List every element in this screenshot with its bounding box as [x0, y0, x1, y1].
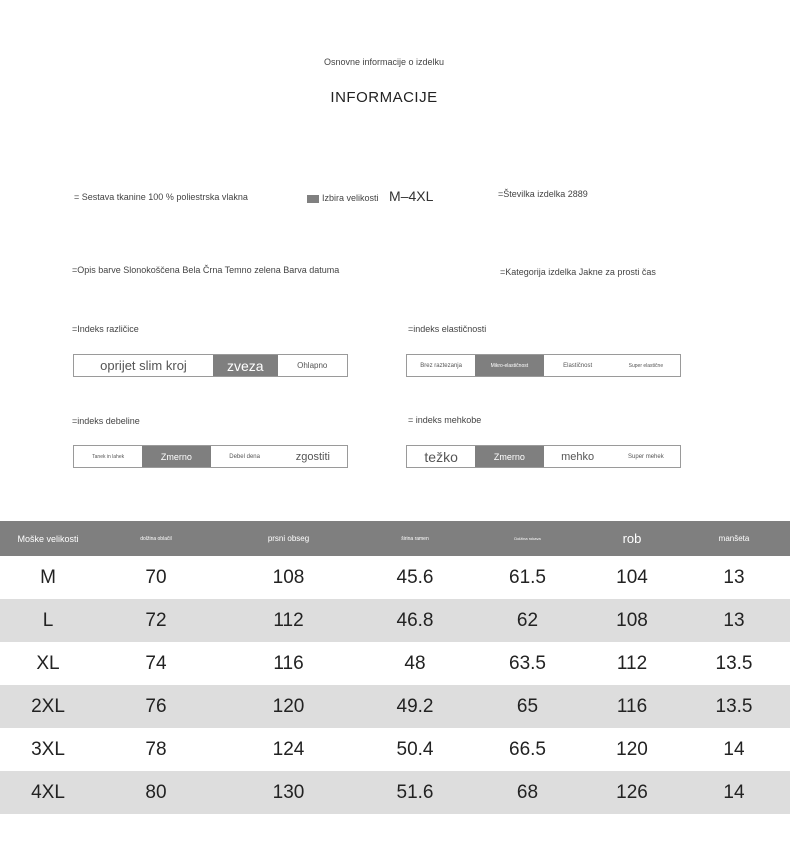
table-cell: M: [40, 566, 56, 588]
table-row: [0, 599, 790, 642]
fit-index-label: =Indeks različice: [72, 324, 139, 334]
table-row: [0, 685, 790, 728]
table-cell: 104: [616, 566, 648, 588]
table-cell: 61.5: [509, 566, 546, 588]
section-subtitle: Osnovne informacije o izdelku: [323, 57, 445, 67]
fit-index-scale: [73, 354, 348, 377]
table-cell: 78: [145, 738, 167, 760]
table-cell: 51.6: [361, 771, 469, 814]
fabric-composition: = Sestava tkanine 100 % poliestrska vlakna: [74, 192, 248, 202]
table-cell: 65: [469, 685, 586, 728]
table-cell: 120: [616, 738, 648, 760]
thickness-index-scale: [73, 445, 348, 468]
table-cell: 126: [586, 771, 678, 814]
elasticity-index-scale: [406, 354, 681, 377]
table-row: [0, 771, 790, 814]
table-cell: 13.5: [678, 685, 790, 728]
header-hem: rob: [586, 521, 678, 556]
table-cell: 63.5: [509, 652, 546, 674]
elasticity-option-none: Brez raztezanja: [420, 362, 462, 369]
header-shoulder-width: širina ramen: [361, 521, 469, 556]
section-title: INFORMACIJE: [330, 89, 438, 106]
product-category: =Kategorija izdelka Jakne za prosti čas: [500, 267, 656, 277]
table-cell: 76: [96, 685, 216, 728]
softness-index-scale: [406, 445, 681, 468]
table-row: [0, 556, 790, 599]
size-selection: [307, 188, 433, 204]
table-cell: 116: [273, 652, 304, 674]
size-marker-icon: [307, 195, 319, 203]
table-cell: 112: [216, 599, 361, 642]
table-row: [0, 728, 790, 771]
table-cell: 112: [616, 652, 648, 674]
table-cell: 13: [678, 599, 790, 642]
table-cell: 14: [678, 771, 790, 814]
header-mens-sizes: Moške velikosti: [0, 521, 96, 556]
table-cell: XL: [36, 652, 60, 674]
table-cell: 50.4: [396, 738, 434, 760]
fit-option-regular: zveza: [213, 355, 278, 376]
fit-option-loose: Ohlapno: [297, 361, 328, 370]
header-sleeve-length: Dolžina rokava: [469, 521, 586, 556]
item-number: =Številka izdelka 2889: [498, 189, 588, 199]
table-cell: 74: [145, 652, 167, 674]
table-cell: 72: [96, 599, 216, 642]
table-cell: L: [0, 599, 96, 642]
thickness-option-thin: Tanek in lahek: [92, 453, 125, 460]
thickness-option-thick: Debel dena: [229, 453, 260, 460]
softness-option-hard: težko: [424, 448, 458, 465]
thickness-option-moderate: Zmerno: [142, 446, 210, 467]
size-table: [0, 521, 790, 814]
softness-index-label: = indeks mehkobe: [408, 415, 482, 425]
size-table-header: [0, 521, 790, 556]
table-cell: 2XL: [0, 685, 96, 728]
softness-option-super-soft: Super mehek: [628, 453, 664, 460]
table-cell: 49.2: [361, 685, 469, 728]
table-cell: 62: [469, 599, 586, 642]
color-description: =Opis barve Slonokoščena Bela Črna Temno zelena Barva datuma: [72, 265, 340, 275]
softness-option-moderate: Zmerno: [475, 446, 543, 467]
table-cell: 66.5: [509, 738, 546, 760]
table-cell: 45.6: [396, 566, 434, 588]
table-cell: 46.8: [361, 599, 469, 642]
header-cuff: manšeta: [678, 521, 790, 556]
size-range-value: M–4XL: [389, 188, 434, 204]
header-chest: prsni obseg: [216, 521, 361, 556]
header-garment-length: dolžina oblačil: [96, 521, 216, 556]
table-cell: 68: [469, 771, 586, 814]
table-cell: 120: [216, 685, 361, 728]
table-cell: 108: [586, 599, 678, 642]
size-selection-label: Izbira velikosti: [322, 193, 379, 203]
softness-option-soft: mehko: [561, 450, 595, 463]
elasticity-option-micro: Mikro-elastičnost: [475, 355, 543, 376]
table-cell: 48: [404, 652, 426, 674]
table-cell: 4XL: [0, 771, 96, 814]
table-cell: 70: [145, 566, 167, 588]
elasticity-option-super: Super elastične: [628, 362, 664, 369]
table-cell: 13: [723, 566, 745, 588]
fit-option-slim: oprijet slim kroj: [100, 358, 187, 373]
table-cell: 124: [272, 738, 305, 760]
elasticity-option-elastic: Elastičnost: [563, 362, 593, 369]
table-cell: 130: [216, 771, 361, 814]
table-cell: 80: [96, 771, 216, 814]
table-cell: 108: [272, 566, 305, 588]
table-cell: 3XL: [31, 738, 65, 760]
thickness-index-label: =indeks debeline: [72, 416, 140, 426]
table-cell: 13.5: [715, 652, 753, 674]
elasticity-index-label: =indeks elastičnosti: [408, 324, 487, 334]
table-row: [0, 642, 790, 685]
table-cell: 116: [586, 685, 678, 728]
thickness-option-dense: zgostiti: [295, 450, 330, 463]
table-cell: 14: [723, 738, 745, 760]
